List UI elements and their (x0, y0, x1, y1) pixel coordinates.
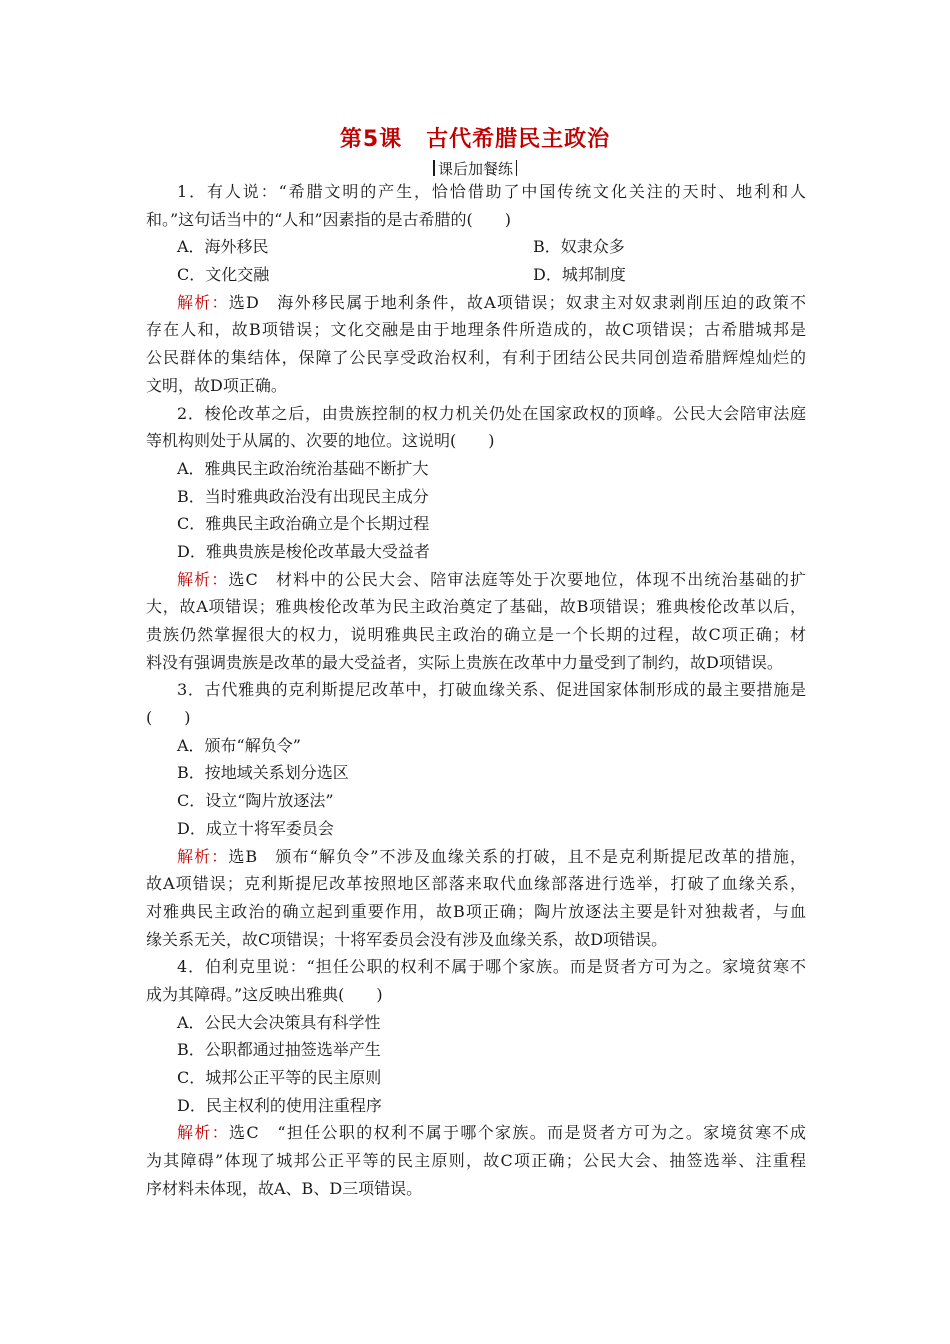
analysis-line: 序材料未体现，故A、B、D三项错误。 (146, 1178, 423, 1198)
lesson-number: 第5课 (339, 127, 403, 152)
analysis-label: 解析： (177, 1123, 230, 1143)
analysis-line (146, 1119, 806, 1147)
analysis-line: 缘关系无关，故C项错误；十将军委员会没有涉及血缘关系，故D项错误。 (146, 929, 668, 949)
analysis-label: 解析： (177, 846, 229, 866)
option-b: B．奴隶众多 (533, 237, 625, 257)
analysis-text: 选C “担任公职的权利不属于哪个家族。而是贤者方可为之。家境贫寒不成 (229, 1123, 806, 1143)
subtitle-right-bar (516, 160, 517, 176)
question-stem-line: 和。”这句话当中的“人和”因素指的是古希腊的( ) (146, 209, 512, 229)
analysis-text: 选D 海外移民属于地利条件，故A项错误；奴隶主对奴隶剥削压迫的政策不 (228, 292, 806, 312)
option-d: D．雅典贵族是梭伦改革最大受益者 (177, 541, 430, 561)
option-c: C．设立“陶片放逐法” (177, 791, 334, 811)
option-b: B．当时雅典政治没有出现民主成分 (177, 486, 429, 506)
option-row (146, 233, 806, 261)
option-b: B．公职都通过抽签选举产生 (177, 1040, 381, 1060)
option-a: A．海外移民 (177, 237, 269, 257)
analysis-line: 存在人和，故B项错误；文化交融是由于地理条件所造成的，故C项错误；古希腊城邦是 (146, 320, 806, 340)
analysis-line (146, 566, 806, 594)
option-b: B．按地域关系划分选区 (177, 763, 349, 783)
option-a: A．雅典民主政治统治基础不断扩大 (177, 458, 429, 478)
analysis-line: 公民群体的集结体，保障了公民享受政治权利，有利于团结公民共同创造希腊辉煌灿烂的 (146, 348, 806, 368)
option-d: D．城邦制度 (533, 265, 626, 285)
analysis-line: 为其障碍”体现了城邦公正平等的民主原则，故C项正确；公民大会、抽签选举、注重程 (146, 1151, 806, 1171)
option-a: A．公民大会决策具有科学性 (177, 1012, 381, 1032)
analysis-text: 选C 材料中的公民大会、陪审法庭等处于次要地位，体现不出统治基础的扩 (228, 569, 806, 589)
question-stem-line: ( ) (146, 708, 191, 728)
analysis-line: 文明，故D项正确。 (146, 375, 287, 395)
question-stem-line: 成为其障碍。”这反映出雅典( ) (146, 984, 383, 1004)
analysis-label: 解析： (177, 569, 229, 589)
analysis-line: 大，故A项错误；雅典梭伦改革为民主政治奠定了基础，故B项错误；雅典梭伦改革以后， (146, 597, 806, 617)
option-a: A．颁布“解负令” (177, 735, 301, 755)
option-d: D．成立十将军委员会 (177, 818, 334, 838)
question-stem-line: 等机构则处于从属的、次要的地位。这说明( ) (146, 431, 495, 451)
question-list (146, 178, 806, 1202)
question-1 (146, 178, 806, 400)
analysis-line: 料没有强调贵族是改革的最大受益者，实际上贵族在改革中力量受到了制约，故D项错误。 (146, 652, 783, 672)
analysis-text: 选B 颁布“解负令”不涉及血缘关系的打破，且不是克利斯提尼改革的措施， (228, 846, 806, 866)
subtitle-text: 课后加餐练 (437, 160, 513, 178)
question-stem-line: 2．梭伦改革之后，由贵族控制的权力机关仍处在国家政权的顶峰。公民大会陪审法庭 (177, 403, 806, 423)
subtitle-left-bar (433, 160, 435, 176)
option-d: D．民主权利的使用注重程序 (177, 1095, 382, 1115)
page-title (0, 122, 950, 153)
analysis-line (146, 289, 806, 317)
lesson-name: 古代希腊民主政治 (426, 127, 611, 152)
question-stem-line: 3．古代雅典的克利斯提尼改革中，打破血缘关系、促进国家体制形成的最主要措施是 (177, 680, 806, 700)
question-2 (146, 400, 806, 677)
option-row (146, 261, 806, 289)
option-c: C．文化交融 (177, 265, 270, 285)
option-c: C．城邦公正平等的民主原则 (177, 1068, 382, 1087)
question-stem-line: 1．有人说：“希腊文明的产生，恰恰借助了中国传统文化关注的天时、地利和人 (177, 182, 806, 201)
analysis-line (146, 843, 806, 871)
question-3 (146, 676, 806, 953)
question-stem-line: 4．伯利克里说：“担任公职的权利不属于哪个家族。而是贤者方可为之。家境贫寒不 (177, 957, 806, 977)
analysis-label: 解析： (177, 292, 229, 312)
analysis-line: 贵族仍然掌握很大的权力，说明雅典民主政治的确立是一个长期的过程，故C项正确；材 (146, 625, 806, 644)
section-subtitle (0, 158, 950, 179)
option-c: C．雅典民主政治确立是个长期过程 (177, 514, 430, 534)
analysis-line: 故A项错误；克利斯提尼改革按照地区部落来取代血缘部落进行选举，打破了血缘关系， (146, 874, 806, 894)
question-4 (146, 953, 806, 1202)
analysis-line: 对雅典民主政治的确立起到重要作用，故B项正确；陶片放逐法主要是针对独裁者，与血 (146, 901, 806, 921)
